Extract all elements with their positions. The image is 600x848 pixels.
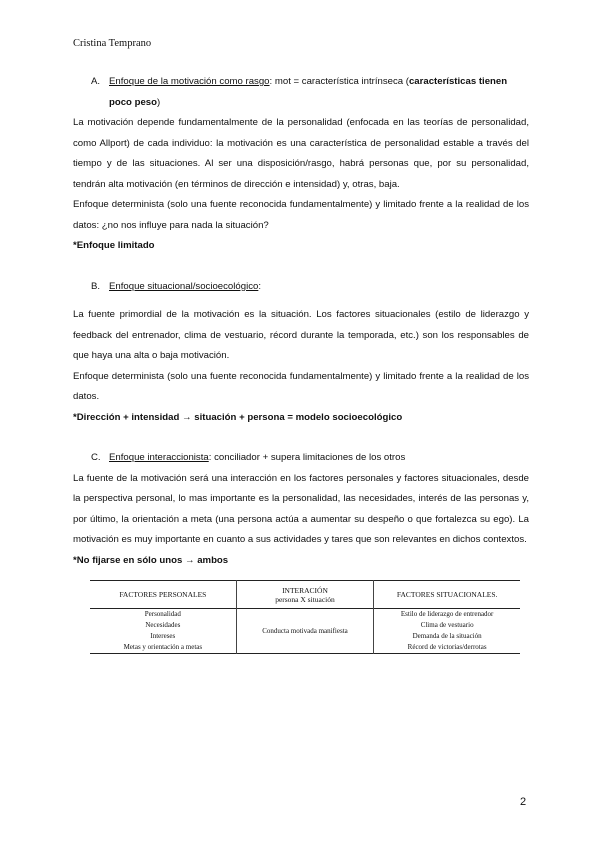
situational-factor: Récord de victorias/derrotas xyxy=(407,643,487,651)
section-b-letter: B. xyxy=(91,280,101,292)
personal-factor: Metas y orientación a metas xyxy=(90,642,236,654)
factors-table-header-row xyxy=(90,581,520,609)
page-header-author: Cristina Temprano xyxy=(73,38,152,49)
personal-factor: Intereses xyxy=(90,631,236,642)
factors-table xyxy=(90,580,520,654)
section-a-heading-rest: : mot = característica intrínseca ( xyxy=(269,76,409,87)
section-c-paragraph-1: La fuente de la motivación será una interacción en los factores personales y factores situacionales, desde la perspectiva personal, lo mas importante es la personalidad, las necesidades, interés de las personas y, por último, la orientación a meta (una persona actúa a aumentar su despeño o que fortalezca su ego). La motivación es muy importante en cuanto a sus actividades y tares que son relevantes en dichos contextos. xyxy=(73,472,529,545)
situational-factor: Estilo de liderazgo de entrenador xyxy=(400,610,494,618)
section-a-heading-bold-2: poco peso xyxy=(109,96,157,108)
section-a-letter: A. xyxy=(91,76,101,87)
situational-factor: Demanda de la situación xyxy=(412,632,482,640)
section-b-note: *Dirección + intensidad → situación + persona = modelo socioecológico xyxy=(73,411,403,423)
section-c-title: Enfoque interaccionista xyxy=(109,452,209,463)
interaction-result: Conducta motivada manifiesta xyxy=(236,609,374,654)
section-c-note: *No fijarse en sólo unos → ambos xyxy=(73,554,229,566)
header-interaction-title: INTERACIÓN xyxy=(282,585,328,595)
section-c-heading xyxy=(73,448,529,469)
header-situational-factors: FACTORES SITUACIONALES. xyxy=(396,590,498,599)
page-number: 2 xyxy=(520,796,527,808)
personal-factor: Necesidades xyxy=(90,620,236,631)
section-a-heading-line2 xyxy=(73,93,529,114)
header-interaction xyxy=(236,581,374,609)
section-b-heading-rest: : xyxy=(258,280,262,292)
section-b-paragraph-1: La fuente primordial de la motivación es la situación. Los factores situacionales (estilo de liderazgo y feedback del entrenador, clima de vestuario, récord durante la temporada, etc.) son los responsables de que haya una alta o baja motivación. xyxy=(73,309,529,361)
section-a-paragraph-2: Enfoque determinista (solo una fuente reconocida fundamentalmente) y limitado frente a la realidad de los datos: ¿no nos influye para nada la situación? xyxy=(73,199,529,231)
document-body xyxy=(73,72,529,571)
header-personal-factors: FACTORES PERSONALES xyxy=(90,581,236,609)
personal-factor: Personalidad xyxy=(90,609,236,621)
section-a-note: *Enfoque limitado xyxy=(73,240,155,251)
section-a-heading xyxy=(73,72,529,93)
situational-factor: Clima de vestuario xyxy=(420,621,474,629)
section-b-title: Enfoque situacional/socioecológico xyxy=(109,280,259,292)
section-b-paragraph-2: Enfoque determinista (solo una fuente reconocida fundamentalmente) y limitado frente a la realidad de los datos. xyxy=(73,370,529,402)
section-a-heading-close: ) xyxy=(156,96,161,108)
section-c-heading-rest: : conciliador + supera limitaciones de los otros xyxy=(208,452,406,463)
table-row xyxy=(90,609,520,621)
section-a-paragraph-1: La motivación depende fundamentalmente de la personalidad (enfocada en las teorías de personalidad, como Allport) de cada individuo: la motivación es una característica de personalidad estable a través del tiempo y de las situaciones. Al ser una disposición/rasgo, habrá personas que, por su personalidad, tendrán alta motivación (en términos de dirección e intensidad) y, otras, baja. xyxy=(73,117,529,190)
section-a-title: Enfoque de la motivación como rasgo xyxy=(109,76,270,87)
section-c-letter: C. xyxy=(91,452,101,463)
header-interaction-subtitle: persona X situación xyxy=(275,594,335,604)
section-a-heading-bold: características tienen xyxy=(408,76,508,87)
section-b-heading xyxy=(73,277,529,298)
